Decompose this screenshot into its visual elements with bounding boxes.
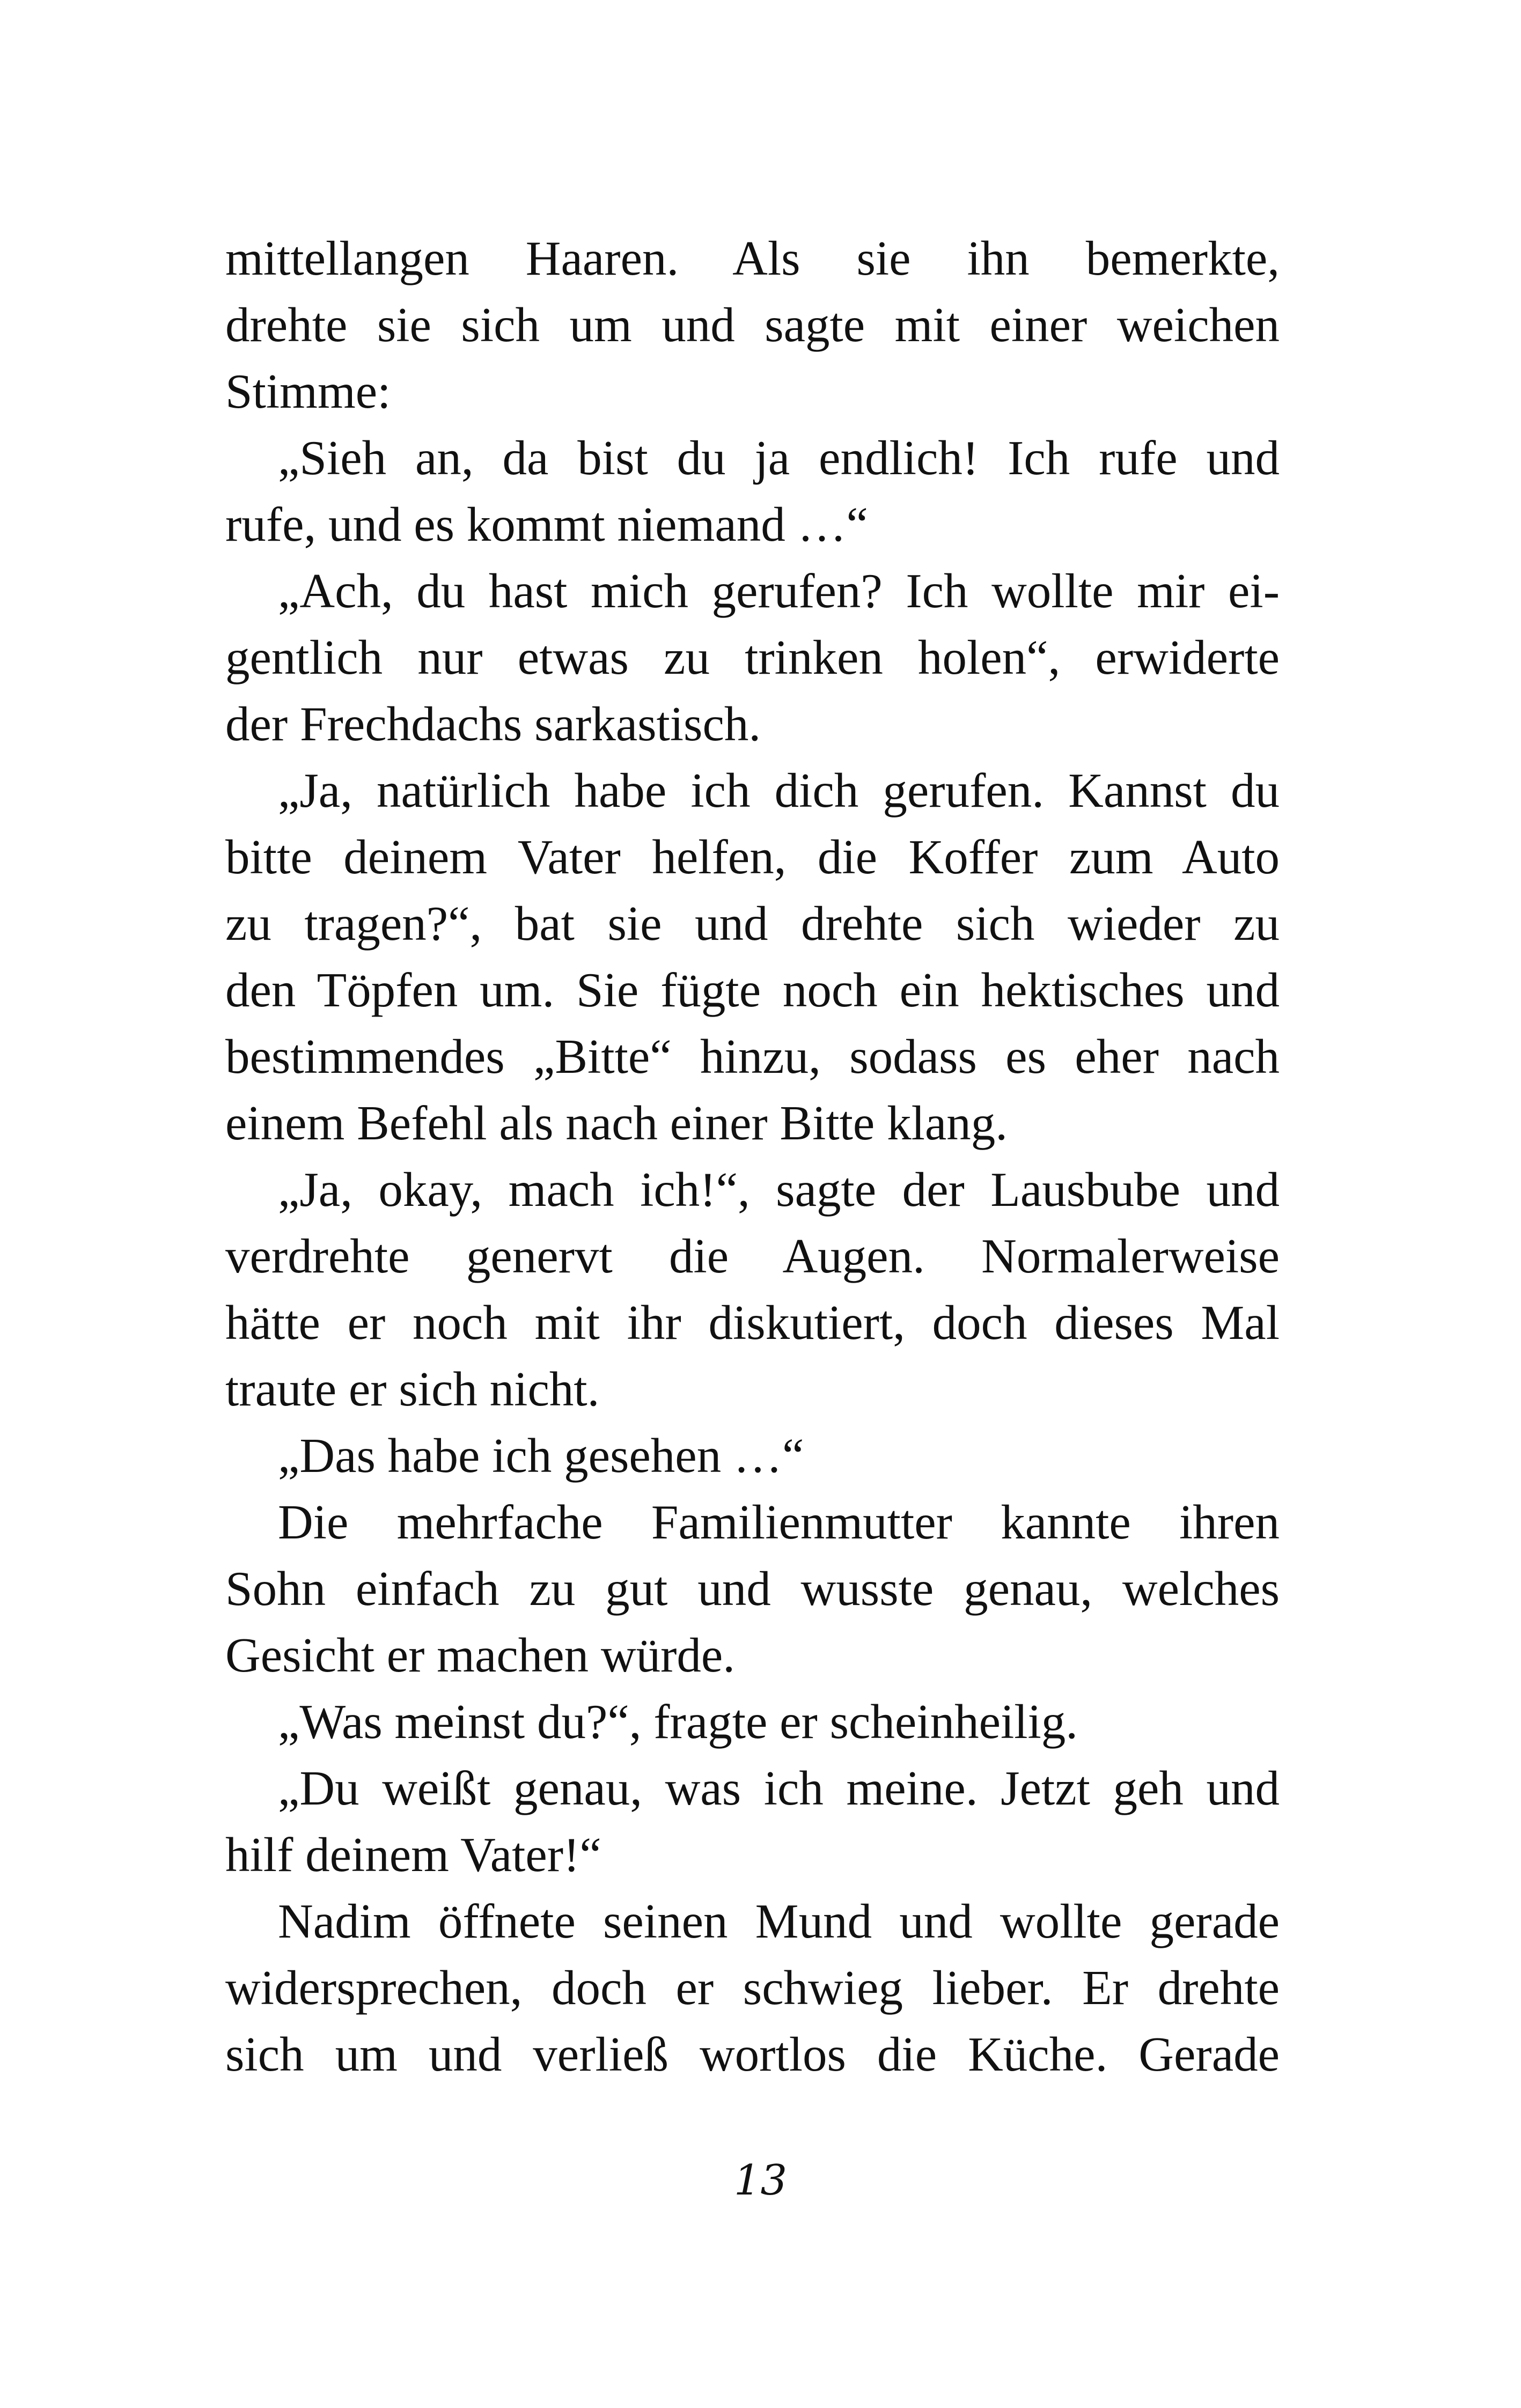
text-line: Die mehrfache Familienmutter kannte ihren (278, 1495, 1280, 1549)
text-line: „Ja, natürlich habe ich dich gerufen. Kannst du (278, 763, 1280, 818)
body-text (225, 225, 1280, 2088)
text-line: den Töpfen um. Sie fügte noch ein hektisches und (225, 963, 1280, 1017)
text-line: sich um und verließ wortlos die Küche. Gerade (225, 2027, 1280, 2081)
text-line: mittellangen Haaren. Als sie ihn bemerkte, (225, 231, 1280, 285)
text-line: Stimme: (225, 364, 391, 418)
text-line: hilf deinem Vater!“ (225, 1828, 601, 1882)
text-line: hätte er noch mit ihr diskutiert, doch dieses Mal (225, 1295, 1280, 1350)
text-line: Gesicht er machen würde. (225, 1628, 736, 1682)
text-line: „Ach, du hast mich gerufen? Ich wollte mir ei- (278, 564, 1280, 618)
page-number: 13 (733, 2156, 788, 2205)
text-line: traute er sich nicht. (225, 1362, 600, 1416)
text-line: Nadim öffnete seinen Mund und wollte gerade (278, 1894, 1280, 1948)
text-line: „Was meinst du?“, fragte er scheinheilig. (278, 1695, 1078, 1749)
text-line: zu tragen?“, bat sie und drehte sich wieder zu (225, 896, 1280, 951)
text-line: widersprechen, doch er schwieg lieber. Er drehte (225, 1961, 1280, 2015)
text-line: drehte sie sich um und sagte mit einer weichen (225, 298, 1280, 352)
text-line: rufe, und es kommt niemand …“ (225, 497, 868, 551)
text-line: bitte deinem Vater helfen, die Koffer zum Auto (225, 830, 1280, 884)
text-line: gentlich nur etwas zu trinken holen“, erwiderte (225, 630, 1280, 684)
text-line: „Das habe ich gesehen …“ (278, 1428, 804, 1483)
text-line: verdrehte genervt die Augen. Normalerweise (225, 1229, 1280, 1283)
text-line: „Du weißt genau, was ich meine. Jetzt geh und (278, 1761, 1280, 1815)
text-line: einem Befehl als nach einer Bitte klang. (225, 1096, 1008, 1150)
text-line: der Frechdachs sarkastisch. (225, 697, 761, 751)
text-line: „Sieh an, da bist du ja endlich! Ich rufe und (278, 431, 1280, 485)
text-line: Sohn einfach zu gut und wusste genau, welches (225, 1562, 1280, 1616)
text-line: „Ja, okay, mach ich!“, sagte der Lausbube und (278, 1162, 1280, 1217)
text-line: bestimmendes „Bitte“ hinzu, sodass es eher nach (225, 1029, 1280, 1084)
